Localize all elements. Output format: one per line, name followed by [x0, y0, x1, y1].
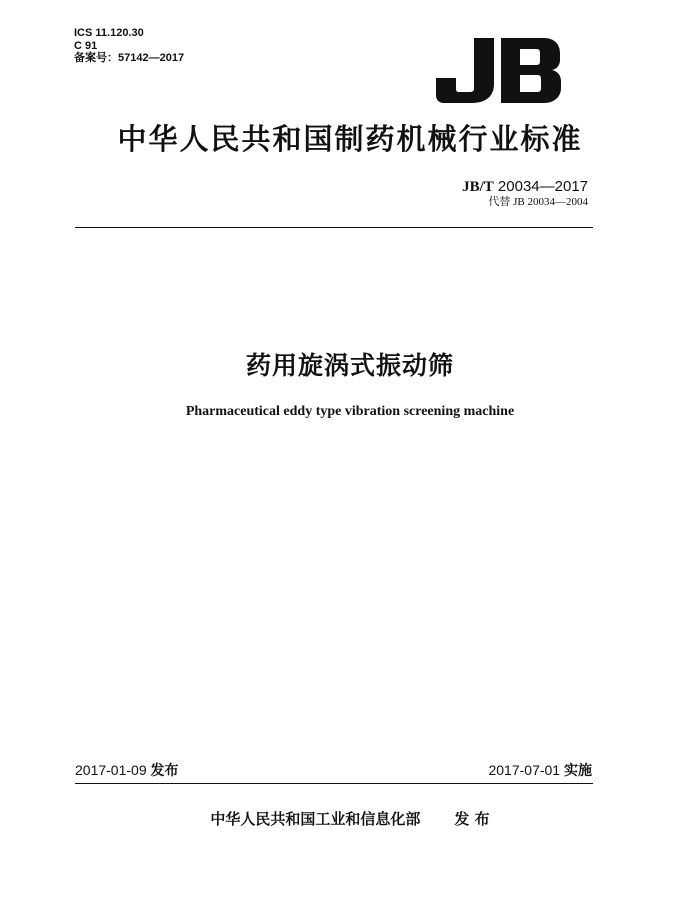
issue-date-line — [75, 760, 179, 780]
publisher-line — [0, 808, 700, 829]
top-divider — [75, 227, 593, 228]
ics-code: ICS 11.120.30 — [74, 27, 144, 39]
organization-standard-title: 中华人民共和国制药机械行业标准 — [117, 122, 583, 156]
effective-date: 2017-07-01 — [488, 762, 561, 778]
jb-logo — [436, 38, 561, 103]
publisher-action: 发 布 — [454, 810, 490, 828]
effective-label: 实施 — [564, 762, 592, 778]
document-title-english: Pharmaceutical eddy type vibration screening machine — [185, 404, 515, 419]
filing-number: 备案号：57142—2017 — [74, 52, 185, 64]
bottom-divider — [75, 783, 593, 784]
standard-prefix: JB/T — [462, 179, 494, 195]
standard-number — [462, 178, 588, 196]
issue-label: 发布 — [150, 762, 179, 778]
publisher-name: 中华人民共和国工业和信息化部 — [210, 810, 421, 828]
standard-code: 20034—2017 — [493, 178, 588, 195]
effective-date-line — [488, 760, 592, 780]
ccs-code: C 91 — [74, 39, 98, 52]
classification-block — [74, 27, 184, 65]
replaces-standard: 代替 JB 20034—2004 — [488, 196, 588, 208]
standard-number-block — [462, 178, 588, 209]
document-title-chinese: 药用旋涡式振动筛 — [245, 351, 454, 380]
issue-date: 2017-01-09 — [75, 762, 147, 778]
